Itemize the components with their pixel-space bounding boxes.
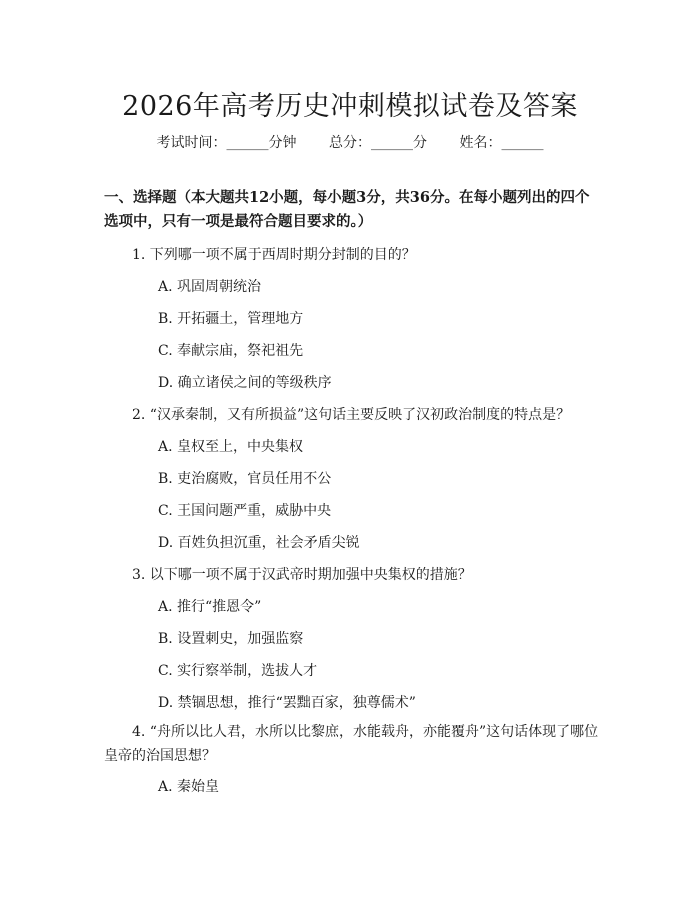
exam-time-field: 考试时间：______分钟 (156, 135, 297, 151)
option-a: A. 秦始皇 (158, 779, 220, 795)
student-name-field: 姓名：______ (459, 135, 544, 151)
total-score-field: 总分：______分 (329, 135, 427, 151)
option-a: A. 巩固周朝统治 (158, 279, 262, 295)
option-d: D. 禁锢思想，推行“罢黜百家，独尊儒术” (158, 695, 416, 711)
option-a: A. 皇权至上，中央集权 (158, 439, 304, 455)
option-b: B. 设置刺史，加强监察 (158, 631, 304, 647)
option-b: B. 吏治腐败，官员任用不公 (158, 471, 332, 487)
option-b: B. 开拓疆土，管理地方 (158, 311, 304, 327)
option-a: A. 推行“推恩令” (158, 599, 262, 615)
exam-info-line (0, 132, 700, 152)
question-stem: 2. “汉承秦制，又有所损益”这句话主要反映了汉初政治制度的特点是？ (132, 407, 571, 423)
section-heading: 一、选择题（本大题共12小题，每小题3分，共36分。在每小题列出的四个选项中，只有一项是最符合题目要求的。） (104, 189, 590, 230)
option-d: D. 确立诸侯之间的等级秩序 (158, 375, 332, 391)
page-title: 2026年高考历史冲刺模拟试卷及答案 (122, 91, 578, 122)
question-stem: 4. “舟所以比人君，水所以比黎庶，水能载舟，亦能覆舟”这句话体现了哪位皇帝的治国思想？ (104, 724, 599, 764)
option-d: D. 百姓负担沉重，社会矛盾尖锐 (158, 535, 360, 551)
question-stem: 3. 以下哪一项不属于汉武帝时期加强中央集权的措施？ (132, 567, 472, 583)
option-c: C. 实行察举制，选拔人才 (158, 663, 318, 679)
question-stem: 1. 下列哪一项不属于西周时期分封制的目的？ (132, 247, 416, 263)
option-c: C. 王国问题严重，威胁中央 (158, 503, 332, 519)
option-c: C. 奉献宗庙，祭祀祖先 (158, 343, 304, 359)
